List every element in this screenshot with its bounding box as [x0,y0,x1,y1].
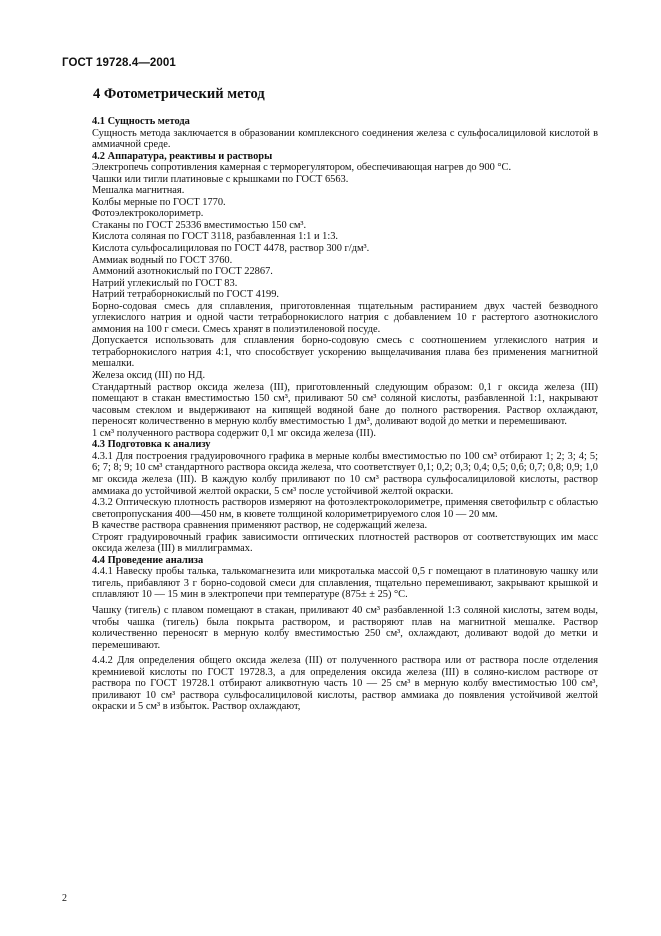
running-header: ГОСТ 19728.4—2001 [62,57,176,69]
list-item: Кислота соляная по ГОСТ 3118, разбавленная 1:1 и 1:3. [92,231,339,243]
paragraph-calibration-graph: Строят градуировочный график зависимости оптических плотностей растворов от соответствующих им масс оксида железа (III) в миллиграммах. [92,531,598,555]
document-body [92,116,598,713]
list-item: Электропечь сопротивления камерная с терморегулятором, обеспечивающая нагрев до 900 °С. [92,162,512,174]
paragraph-principle: Сущность метода заключается в образовании комплексного соединения железа с сульфосалициловой кислотой в аммиачной среде. [92,127,598,151]
section-title: 4 Фотометрический метод [93,86,265,102]
subsection-heading-4-2: 4.2 Аппаратура, реактивы и растворы [92,150,273,162]
paragraph-reference-solution: В качестве раствора сравнения применяют раствор, не содержащий железа. [92,520,428,532]
paragraph-iron-oxide: Железа оксид (III) по НД. [92,370,206,382]
list-item: Чашки или тигли платиновые с крышками по ГОСТ 6563. [92,173,349,185]
list-item: Натрий тетраборнокислый по ГОСТ 4199. [92,289,280,301]
list-item: Кислота сульфосалициловая по ГОСТ 4478, раствор 300 г/дм³. [92,243,370,255]
list-item: Натрий углекислый по ГОСТ 83. [92,277,238,289]
list-item: Стаканы по ГОСТ 25336 вместимостью 150 см³. [92,219,307,231]
list-item: Аммиак водный по ГОСТ 3760. [92,254,233,266]
paragraph-standard-solution: Стандартный раствор оксида железа (III), приготовленный следующим образом: 0,1 г оксида железа (III) помещают в стакан вместимостью 150 см³, приливают 50 см³ соляной кислоты, разбавленной 1:1, накрывают часовым стеклом и выдерживают на кипящей водяной бане до полного растворения. Раствор охлаждают, переносят количественно в мерную колбу вместимостью 1 дм³, доливают водой до метки и перемешивают. [92,381,598,428]
paragraph-4-4-2: 4.4.2 Для определения общего оксида железа (III) от полученного раствора или от раствора после отделения кремниевой кислоты по ГОСТ 19728.3, а для определения оксида железа (III) в соляно-кислом растворе от раствора по ГОСТ 19728.1 отбирают аликвотную часть 10 — 25 см³ в мерную колбу вместимостью 100 см³, приливают 10 см³ раствора сульфосалициловой кислоты, раствор аммиака до появления устойчивой желтой окраски и 5 см³ в избыток. Раствор охлаждают, [92,655,598,713]
list-item: Колбы мерные по ГОСТ 1770. [92,196,226,208]
list-item: Фотоэлектроколориметр. [92,208,204,220]
list-item: Мешалка магнитная. [92,185,185,197]
paragraph-allowed-mixture: Допускается использовать для сплавления борно-содовую смесь с соотношением углекислого натрия и тетраборнокислого натрия 4:1, что способствует ускорению выщелачивания плава без применения магнитной мешалки. [92,335,598,370]
paragraph-4-4-1: 4.4.1 Навеску пробы талька, талькомагнезита или микроталька массой 0,5 г помещают в платиновую чашку или тигель, прибавляют 3 г борно-содовой смеси для сплавления, тщательно перемешивают, закрывают крышкой и сплавляют 10 — 15 мин в электропечи при температуре (875± ± 25) °С. [92,566,598,601]
subsection-heading-4-1: 4.1 Сущность метода [92,116,190,127]
paragraph-4-3-2: 4.3.2 Оптическую плотность растворов измеряют на фотоэлектроколориметре, применяя светофильтр с областью светопропускания 400—450 нм, в кювете толщиной колориметрируемого слоя 10 — 20 мм. [92,497,598,520]
paragraph-borax-mixture: Борно-содовая смесь для сплавления, приготовленная тщательным растиранием двух частей безводного углекислого натрия и одной части тетраборнокислого натрия с добавлением 10 г растертого азотнокислого аммония на 100 г смеси. Смесь хранят в полиэтиленовой посуде. [92,300,598,335]
paragraph-fusion-dissolution: Чашку (тигель) с плавом помещают в стакан, приливают 40 см³ разбавленной 1:3 соляной кислоты, затем воды, чтобы чашка (тигель) была покрыта раствором, и растворяют плав на магнитной мешалке. Раствор количественно переносят в мерную колбу вместимостью 250 см³, охлаждают, доливают водой до метки и перемешивают. [92,604,598,651]
subsection-heading-4-4: 4.4 Проведение анализа [92,554,204,566]
page-number: 2 [62,893,67,904]
paragraph-solution-content: 1 см³ полученного раствора содержит 0,1 мг оксида железа (III). [92,427,376,439]
list-item: Аммоний азотнокислый по ГОСТ 22867. [92,266,273,278]
paragraph-4-3-1: 4.3.1 Для построения градуировочного графика в мерные колбы вместимостью по 100 см³ отбирают 1; 2; 3; 4; 5; 6; 7; 8; 9; 10 см³ стандартного раствора оксида железа, что соответствует 0,1; 0,2; 0,3; 0,4; 0,5; 0,6; 0,7; 0,8; 0,9; 1,0 мг оксида железа (III). В каждую колбу приливают по 10 см³ раствора сульфосалициловой кислоты, раствор аммиака до устойчивой желтой окраски, 5 см³ после устойчивой желтой окраски. [92,450,598,497]
subsection-heading-4-3: 4.3 Подготовка к анализу [92,439,211,451]
